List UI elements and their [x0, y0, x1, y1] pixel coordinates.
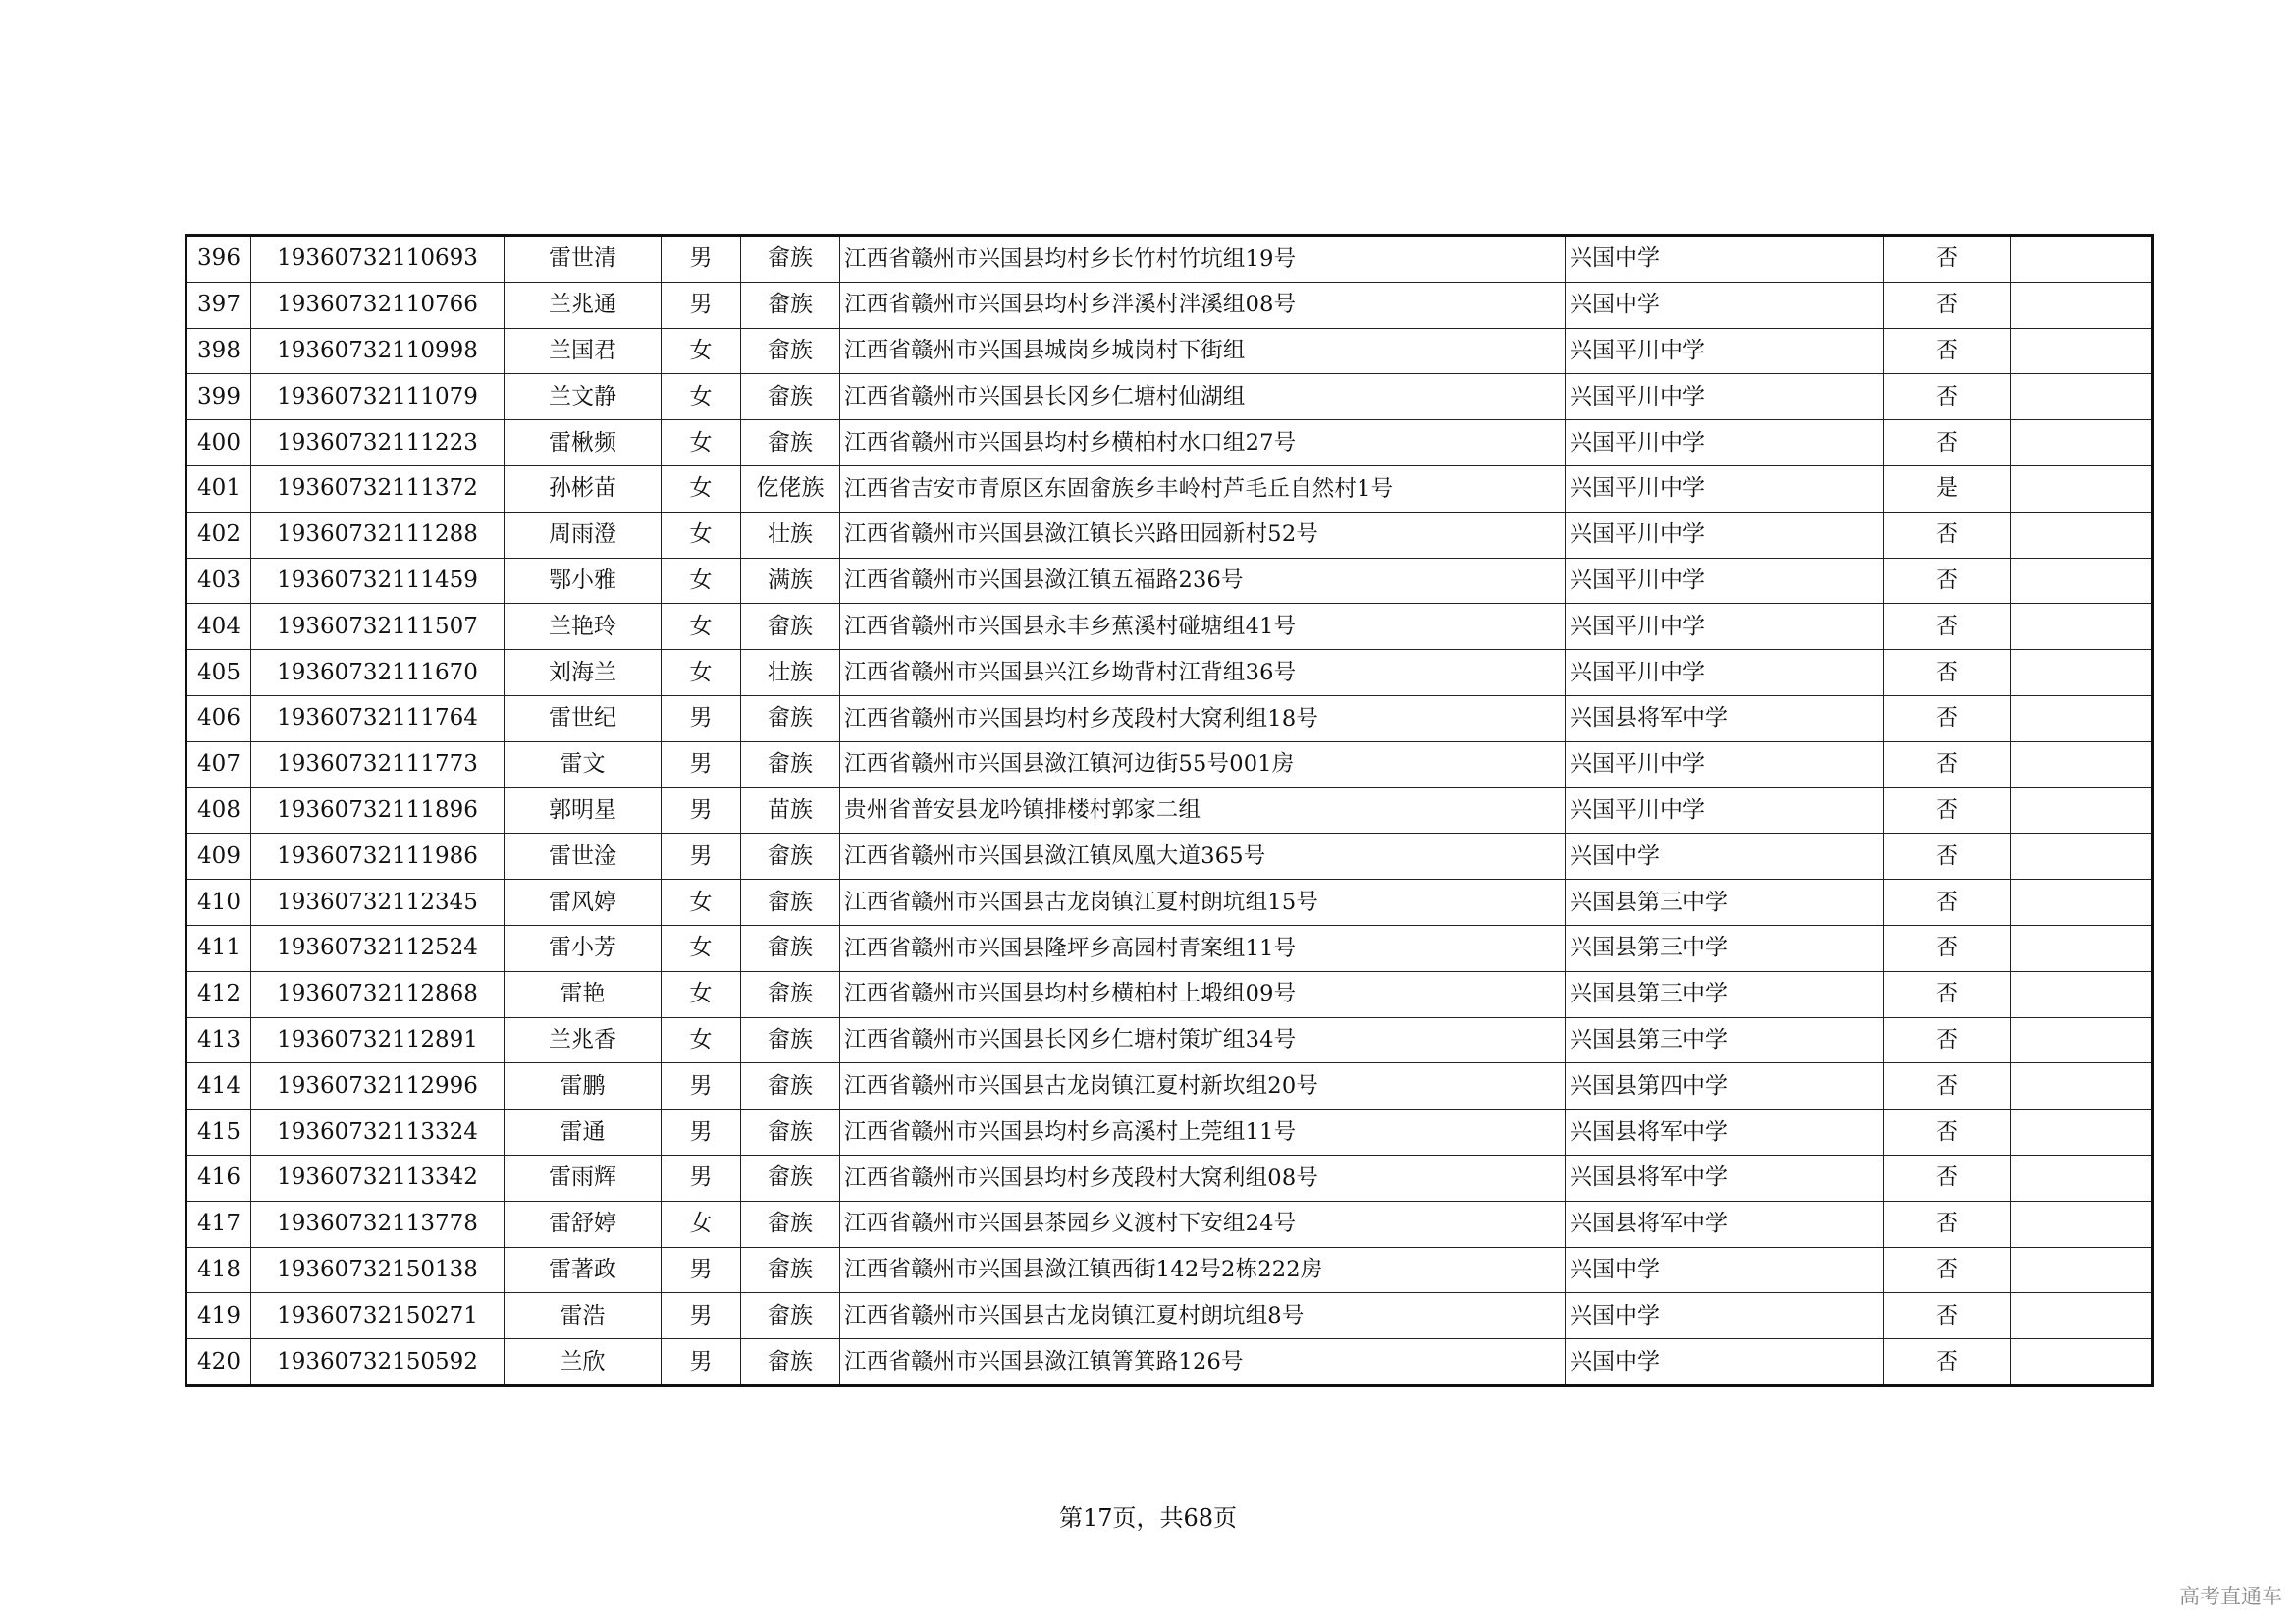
home-address-cell: 江西省吉安市青原区东固畲族乡丰岭村芦毛丘自然村1号: [840, 465, 1566, 512]
ethnicity-cell: 畲族: [741, 1339, 840, 1386]
candidate-id-cell: 19360732111223: [251, 420, 505, 466]
student-name-cell: 雷著政: [505, 1247, 662, 1293]
yes-no-flag-cell: 否: [1884, 695, 2011, 741]
remarks-cell: [2011, 465, 2153, 512]
row-number-cell: 399: [187, 374, 251, 420]
gender-cell: 女: [662, 1201, 741, 1247]
ethnicity-cell: 畲族: [741, 1017, 840, 1063]
home-address-cell: 江西省赣州市兴国县潋江镇箐箕路126号: [840, 1339, 1566, 1386]
home-address-cell: 江西省赣州市兴国县均村乡横柏村水口组27号: [840, 420, 1566, 466]
gender-cell: 女: [662, 971, 741, 1017]
roster-table: [185, 234, 2154, 1387]
candidate-id-cell: 19360732113342: [251, 1155, 505, 1201]
remarks-cell: [2011, 1063, 2153, 1110]
student-name-cell: 兰国君: [505, 328, 662, 374]
remarks-cell: [2011, 695, 2153, 741]
candidate-id-cell: 19360732150592: [251, 1339, 505, 1386]
remarks-cell: [2011, 741, 2153, 787]
yes-no-flag-cell: 否: [1884, 787, 2011, 834]
row-number-cell: 398: [187, 328, 251, 374]
home-address-cell: 江西省赣州市兴国县古龙岗镇江夏村朗坑组8号: [840, 1293, 1566, 1339]
table-row: [187, 465, 2153, 512]
gender-cell: 男: [662, 695, 741, 741]
student-name-cell: 雷风婷: [505, 880, 662, 926]
table-row: [187, 650, 2153, 696]
yes-no-flag-cell: 否: [1884, 1155, 2011, 1201]
gender-cell: 女: [662, 925, 741, 971]
table-row: [187, 282, 2153, 328]
yes-no-flag-cell: 否: [1884, 604, 2011, 650]
row-number-cell: 406: [187, 695, 251, 741]
home-address-cell: 江西省赣州市兴国县潋江镇长兴路田园新村52号: [840, 512, 1566, 558]
candidate-id-cell: 19360732111764: [251, 695, 505, 741]
home-address-cell: 江西省赣州市兴国县茶园乡义渡村下安组24号: [840, 1201, 1566, 1247]
ethnicity-cell: 畲族: [741, 328, 840, 374]
student-name-cell: 雷世淦: [505, 834, 662, 880]
remarks-cell: [2011, 787, 2153, 834]
yes-no-flag-cell: 否: [1884, 236, 2011, 283]
gender-cell: 男: [662, 1110, 741, 1156]
school-name-cell: 兴国平川中学: [1566, 374, 1884, 420]
student-name-cell: 兰欣: [505, 1339, 662, 1386]
student-name-cell: 雷舒婷: [505, 1201, 662, 1247]
table-row: [187, 1017, 2153, 1063]
row-number-cell: 402: [187, 512, 251, 558]
table-row: [187, 328, 2153, 374]
table-row: [187, 374, 2153, 420]
ethnicity-cell: 畲族: [741, 971, 840, 1017]
ethnicity-cell: 畲族: [741, 1247, 840, 1293]
school-name-cell: 兴国平川中学: [1566, 420, 1884, 466]
candidate-id-cell: 19360732150138: [251, 1247, 505, 1293]
yes-no-flag-cell: 否: [1884, 834, 2011, 880]
student-name-cell: 兰兆通: [505, 282, 662, 328]
remarks-cell: [2011, 328, 2153, 374]
student-name-cell: 雷小芳: [505, 925, 662, 971]
ethnicity-cell: 畲族: [741, 741, 840, 787]
remarks-cell: [2011, 420, 2153, 466]
remarks-cell: [2011, 236, 2153, 283]
yes-no-flag-cell: 否: [1884, 741, 2011, 787]
gender-cell: 男: [662, 741, 741, 787]
watermark-logo-text: 高考直通车: [2179, 1585, 2282, 1608]
school-name-cell: 兴国平川中学: [1566, 465, 1884, 512]
student-name-cell: 刘海兰: [505, 650, 662, 696]
home-address-cell: 江西省赣州市兴国县永丰乡蕉溪村碰塘组41号: [840, 604, 1566, 650]
candidate-id-cell: 19360732112891: [251, 1017, 505, 1063]
school-name-cell: 兴国中学: [1566, 1247, 1884, 1293]
page-number: 第17页，共68页: [1058, 1504, 1238, 1532]
row-number-cell: 413: [187, 1017, 251, 1063]
school-name-cell: 兴国中学: [1566, 1293, 1884, 1339]
remarks-cell: [2011, 558, 2153, 604]
gender-cell: 男: [662, 1155, 741, 1201]
row-number-cell: 410: [187, 880, 251, 926]
ethnicity-cell: 畲族: [741, 1293, 840, 1339]
remarks-cell: [2011, 1017, 2153, 1063]
candidate-id-cell: 19360732111670: [251, 650, 505, 696]
yes-no-flag-cell: 否: [1884, 1017, 2011, 1063]
row-number-cell: 419: [187, 1293, 251, 1339]
school-name-cell: 兴国县将军中学: [1566, 1201, 1884, 1247]
candidate-id-cell: 19360732111896: [251, 787, 505, 834]
gender-cell: 女: [662, 650, 741, 696]
home-address-cell: 江西省赣州市兴国县长冈乡仁塘村策圹组34号: [840, 1017, 1566, 1063]
school-name-cell: 兴国县第四中学: [1566, 1063, 1884, 1110]
ethnicity-cell: 畲族: [741, 604, 840, 650]
table-row: [187, 1293, 2153, 1339]
yes-no-flag-cell: 否: [1884, 1293, 2011, 1339]
candidate-id-cell: 19360732111773: [251, 741, 505, 787]
student-name-cell: 雷世清: [505, 236, 662, 283]
remarks-cell: [2011, 1110, 2153, 1156]
remarks-cell: [2011, 374, 2153, 420]
candidate-id-cell: 19360732111507: [251, 604, 505, 650]
row-number-cell: 415: [187, 1110, 251, 1156]
student-name-cell: 雷世纪: [505, 695, 662, 741]
candidate-id-cell: 19360732112868: [251, 971, 505, 1017]
school-name-cell: 兴国县第三中学: [1566, 880, 1884, 926]
table-row: [187, 787, 2153, 834]
candidate-id-cell: 19360732111372: [251, 465, 505, 512]
remarks-cell: [2011, 1247, 2153, 1293]
table-row: [187, 1110, 2153, 1156]
school-name-cell: 兴国县将军中学: [1566, 695, 1884, 741]
home-address-cell: 江西省赣州市兴国县潋江镇凤凰大道365号: [840, 834, 1566, 880]
home-address-cell: 江西省赣州市兴国县均村乡长竹村竹坑组19号: [840, 236, 1566, 283]
yes-no-flag-cell: 否: [1884, 1063, 2011, 1110]
ethnicity-cell: 仡佬族: [741, 465, 840, 512]
gender-cell: 男: [662, 1063, 741, 1110]
gender-cell: 女: [662, 558, 741, 604]
row-number-cell: 418: [187, 1247, 251, 1293]
table-row: [187, 512, 2153, 558]
ethnicity-cell: 畲族: [741, 925, 840, 971]
student-name-cell: 兰艳玲: [505, 604, 662, 650]
table-row: [187, 1201, 2153, 1247]
gender-cell: 女: [662, 1017, 741, 1063]
ethnicity-cell: 畲族: [741, 834, 840, 880]
school-name-cell: 兴国平川中学: [1566, 741, 1884, 787]
gender-cell: 女: [662, 465, 741, 512]
candidate-id-cell: 19360732111459: [251, 558, 505, 604]
ethnicity-cell: 壮族: [741, 650, 840, 696]
school-name-cell: 兴国中学: [1566, 1339, 1884, 1386]
yes-no-flag-cell: 否: [1884, 420, 2011, 466]
yes-no-flag-cell: 否: [1884, 1247, 2011, 1293]
ethnicity-cell: 苗族: [741, 787, 840, 834]
ethnicity-cell: 畲族: [741, 236, 840, 283]
row-number-cell: 412: [187, 971, 251, 1017]
remarks-cell: [2011, 1339, 2153, 1386]
school-name-cell: 兴国平川中学: [1566, 328, 1884, 374]
ethnicity-cell: 畲族: [741, 1110, 840, 1156]
yes-no-flag-cell: 否: [1884, 971, 2011, 1017]
table-row: [187, 1247, 2153, 1293]
yes-no-flag-cell: 否: [1884, 328, 2011, 374]
table-row: [187, 880, 2153, 926]
candidate-id-cell: 19360732111288: [251, 512, 505, 558]
yes-no-flag-cell: 否: [1884, 1110, 2011, 1156]
remarks-cell: [2011, 604, 2153, 650]
remarks-cell: [2011, 1155, 2153, 1201]
remarks-cell: [2011, 971, 2153, 1017]
row-number-cell: 404: [187, 604, 251, 650]
yes-no-flag-cell: 否: [1884, 374, 2011, 420]
candidate-id-cell: 19360732110766: [251, 282, 505, 328]
yes-no-flag-cell: 否: [1884, 1339, 2011, 1386]
table-row: [187, 1063, 2153, 1110]
table-row: [187, 695, 2153, 741]
student-name-cell: 兰兆香: [505, 1017, 662, 1063]
student-name-cell: 雷楸频: [505, 420, 662, 466]
remarks-cell: [2011, 1201, 2153, 1247]
ethnicity-cell: 满族: [741, 558, 840, 604]
gender-cell: 男: [662, 282, 741, 328]
candidate-id-cell: 19360732112345: [251, 880, 505, 926]
yes-no-flag-cell: 否: [1884, 558, 2011, 604]
home-address-cell: 江西省赣州市兴国县潋江镇河边街55号001房: [840, 741, 1566, 787]
school-name-cell: 兴国县将军中学: [1566, 1155, 1884, 1201]
home-address-cell: 江西省赣州市兴国县潋江镇五福路236号: [840, 558, 1566, 604]
student-name-cell: 雷艳: [505, 971, 662, 1017]
home-address-cell: 江西省赣州市兴国县均村乡高溪村上莞组11号: [840, 1110, 1566, 1156]
yes-no-flag-cell: 否: [1884, 880, 2011, 926]
school-name-cell: 兴国平川中学: [1566, 604, 1884, 650]
school-name-cell: 兴国平川中学: [1566, 512, 1884, 558]
table-row: [187, 604, 2153, 650]
table-body: [187, 236, 2153, 1386]
candidate-id-cell: 19360732112996: [251, 1063, 505, 1110]
gender-cell: 男: [662, 1339, 741, 1386]
ethnicity-cell: 畲族: [741, 374, 840, 420]
student-name-cell: 郭明星: [505, 787, 662, 834]
home-address-cell: 江西省赣州市兴国县兴江乡坳背村江背组36号: [840, 650, 1566, 696]
student-name-cell: 周雨澄: [505, 512, 662, 558]
yes-no-flag-cell: 否: [1884, 1201, 2011, 1247]
row-number-cell: 409: [187, 834, 251, 880]
school-name-cell: 兴国平川中学: [1566, 558, 1884, 604]
home-address-cell: 江西省赣州市兴国县古龙岗镇江夏村新坎组20号: [840, 1063, 1566, 1110]
remarks-cell: [2011, 880, 2153, 926]
school-name-cell: 兴国中学: [1566, 834, 1884, 880]
candidate-id-cell: 19360732111986: [251, 834, 505, 880]
remarks-cell: [2011, 282, 2153, 328]
remarks-cell: [2011, 925, 2153, 971]
student-name-cell: 雷浩: [505, 1293, 662, 1339]
gender-cell: 女: [662, 512, 741, 558]
yes-no-flag-cell: 否: [1884, 650, 2011, 696]
home-address-cell: 江西省赣州市兴国县均村乡泮溪村泮溪组08号: [840, 282, 1566, 328]
ethnicity-cell: 畲族: [741, 1201, 840, 1247]
row-number-cell: 403: [187, 558, 251, 604]
school-name-cell: 兴国县第三中学: [1566, 925, 1884, 971]
school-name-cell: 兴国平川中学: [1566, 787, 1884, 834]
school-name-cell: 兴国中学: [1566, 236, 1884, 283]
ethnicity-cell: 畲族: [741, 282, 840, 328]
candidate-id-cell: 19360732110693: [251, 236, 505, 283]
table-row: [187, 834, 2153, 880]
remarks-cell: [2011, 512, 2153, 558]
candidate-id-cell: 19360732111079: [251, 374, 505, 420]
candidate-id-cell: 19360732112524: [251, 925, 505, 971]
school-name-cell: 兴国中学: [1566, 282, 1884, 328]
row-number-cell: 416: [187, 1155, 251, 1201]
row-number-cell: 396: [187, 236, 251, 283]
home-address-cell: 江西省赣州市兴国县潋江镇西街142号2栋222房: [840, 1247, 1566, 1293]
gender-cell: 男: [662, 1293, 741, 1339]
gender-cell: 男: [662, 834, 741, 880]
yes-no-flag-cell: 否: [1884, 512, 2011, 558]
table-row: [187, 558, 2153, 604]
school-name-cell: 兴国县将军中学: [1566, 1110, 1884, 1156]
gender-cell: 女: [662, 328, 741, 374]
gender-cell: 女: [662, 604, 741, 650]
table-row: [187, 1155, 2153, 1201]
gender-cell: 男: [662, 787, 741, 834]
remarks-cell: [2011, 650, 2153, 696]
row-number-cell: 397: [187, 282, 251, 328]
row-number-cell: 405: [187, 650, 251, 696]
yes-no-flag-cell: 否: [1884, 282, 2011, 328]
row-number-cell: 400: [187, 420, 251, 466]
home-address-cell: 江西省赣州市兴国县均村乡茂段村大窝利组18号: [840, 695, 1566, 741]
ethnicity-cell: 畲族: [741, 880, 840, 926]
yes-no-flag-cell: 是: [1884, 465, 2011, 512]
ethnicity-cell: 壮族: [741, 512, 840, 558]
home-address-cell: 江西省赣州市兴国县古龙岗镇江夏村朗坑组15号: [840, 880, 1566, 926]
student-name-cell: 兰文静: [505, 374, 662, 420]
student-name-cell: 鄂小雅: [505, 558, 662, 604]
table-row: [187, 741, 2153, 787]
remarks-cell: [2011, 1293, 2153, 1339]
ethnicity-cell: 畲族: [741, 695, 840, 741]
home-address-cell: 江西省赣州市兴国县城岗乡城岗村下街组: [840, 328, 1566, 374]
remarks-cell: [2011, 834, 2153, 880]
school-name-cell: 兴国县第三中学: [1566, 1017, 1884, 1063]
row-number-cell: 417: [187, 1201, 251, 1247]
table-row: [187, 1339, 2153, 1386]
gender-cell: 男: [662, 236, 741, 283]
ethnicity-cell: 畲族: [741, 1063, 840, 1110]
candidate-id-cell: 19360732110998: [251, 328, 505, 374]
home-address-cell: 江西省赣州市兴国县均村乡横柏村上塅组09号: [840, 971, 1566, 1017]
table-row: [187, 971, 2153, 1017]
candidate-id-cell: 19360732113778: [251, 1201, 505, 1247]
home-address-cell: 贵州省普安县龙吟镇排楼村郭家二组: [840, 787, 1566, 834]
student-name-cell: 雷文: [505, 741, 662, 787]
school-name-cell: 兴国平川中学: [1566, 650, 1884, 696]
home-address-cell: 江西省赣州市兴国县均村乡茂段村大窝利组08号: [840, 1155, 1566, 1201]
row-number-cell: 411: [187, 925, 251, 971]
home-address-cell: 江西省赣州市兴国县隆坪乡高园村青案组11号: [840, 925, 1566, 971]
candidate-id-cell: 19360732113324: [251, 1110, 505, 1156]
row-number-cell: 401: [187, 465, 251, 512]
ethnicity-cell: 畲族: [741, 420, 840, 466]
row-number-cell: 414: [187, 1063, 251, 1110]
student-name-cell: 雷雨辉: [505, 1155, 662, 1201]
gender-cell: 男: [662, 1247, 741, 1293]
home-address-cell: 江西省赣州市兴国县长冈乡仁塘村仙湖组: [840, 374, 1566, 420]
row-number-cell: 420: [187, 1339, 251, 1386]
table-row: [187, 236, 2153, 283]
yes-no-flag-cell: 否: [1884, 925, 2011, 971]
student-name-cell: 雷通: [505, 1110, 662, 1156]
school-name-cell: 兴国县第三中学: [1566, 971, 1884, 1017]
gender-cell: 女: [662, 880, 741, 926]
candidate-id-cell: 19360732150271: [251, 1293, 505, 1339]
gender-cell: 女: [662, 374, 741, 420]
row-number-cell: 407: [187, 741, 251, 787]
ethnicity-cell: 畲族: [741, 1155, 840, 1201]
table-row: [187, 420, 2153, 466]
gender-cell: 女: [662, 420, 741, 466]
row-number-cell: 408: [187, 787, 251, 834]
student-name-cell: 孙彬苗: [505, 465, 662, 512]
student-name-cell: 雷鹏: [505, 1063, 662, 1110]
table-row: [187, 925, 2153, 971]
